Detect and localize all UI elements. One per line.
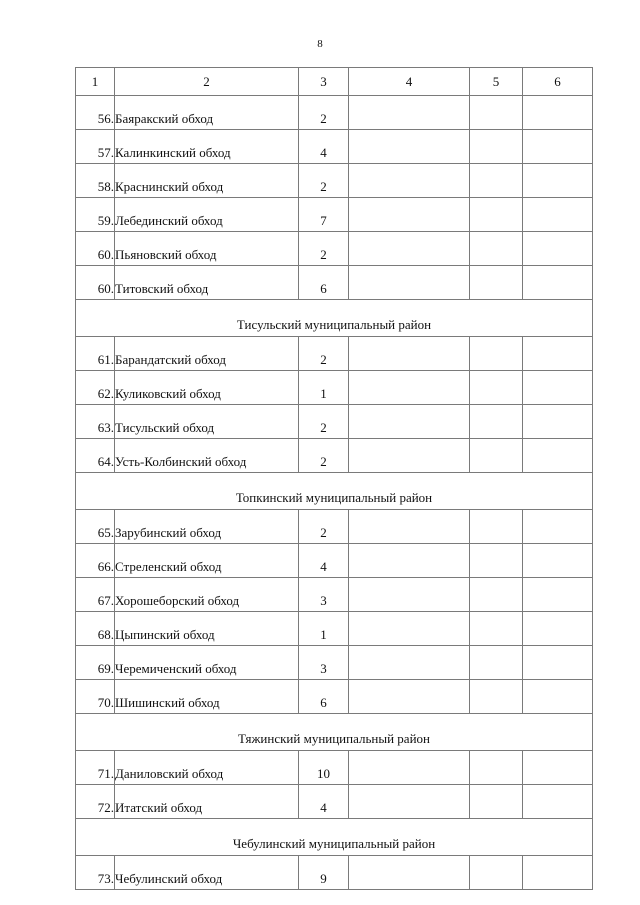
table-row — [76, 785, 593, 819]
section-header-row — [76, 473, 593, 510]
column-header-6: 6 — [523, 68, 593, 96]
empty-cell-6 — [523, 130, 593, 164]
section-header-row — [76, 300, 593, 337]
row-number-cell: 65. — [76, 510, 115, 544]
row-number-cell: 66. — [76, 544, 115, 578]
quantity-cell: 2 — [299, 439, 349, 473]
quantity-cell: 10 — [299, 751, 349, 785]
table-row — [76, 612, 593, 646]
empty-cell-4 — [349, 612, 470, 646]
row-number-cell: 71. — [76, 751, 115, 785]
quantity-cell: 3 — [299, 578, 349, 612]
table-row — [76, 544, 593, 578]
quantity-cell: 2 — [299, 337, 349, 371]
page-number: 8 — [317, 38, 323, 50]
table-row — [76, 751, 593, 785]
district-name-cell: Шишинский обход — [115, 680, 299, 714]
section-title: Тяжинский муниципальный район — [76, 714, 593, 751]
column-header-5: 5 — [470, 68, 523, 96]
district-name-cell: Титовский обход — [115, 266, 299, 300]
empty-cell-5 — [470, 785, 523, 819]
empty-cell-4 — [349, 680, 470, 714]
table-row — [76, 164, 593, 198]
empty-cell-6 — [523, 266, 593, 300]
quantity-cell: 2 — [299, 232, 349, 266]
table-row — [76, 96, 593, 130]
district-name-cell: Калинкинский обход — [115, 130, 299, 164]
empty-cell-5 — [470, 439, 523, 473]
row-number-cell: 62. — [76, 371, 115, 405]
forest-district-table — [75, 67, 593, 890]
empty-cell-5 — [470, 198, 523, 232]
empty-cell-6 — [523, 751, 593, 785]
empty-cell-4 — [349, 578, 470, 612]
empty-cell-6 — [523, 405, 593, 439]
empty-cell-4 — [349, 337, 470, 371]
empty-cell-6 — [523, 578, 593, 612]
district-name-cell: Даниловский обход — [115, 751, 299, 785]
row-number-cell: 70. — [76, 680, 115, 714]
empty-cell-6 — [523, 164, 593, 198]
district-name-cell: Черемиченский обход — [115, 646, 299, 680]
district-name-cell: Куликовский обход — [115, 371, 299, 405]
district-name-cell: Лебединский обход — [115, 198, 299, 232]
empty-cell-4 — [349, 405, 470, 439]
empty-cell-5 — [470, 130, 523, 164]
district-name-cell: Итатский обход — [115, 785, 299, 819]
empty-cell-6 — [523, 510, 593, 544]
empty-cell-4 — [349, 785, 470, 819]
table-row — [76, 337, 593, 371]
table-row — [76, 232, 593, 266]
quantity-cell: 1 — [299, 612, 349, 646]
empty-cell-5 — [470, 337, 523, 371]
district-name-cell: Чебулинский обход — [115, 856, 299, 890]
row-number-cell: 58. — [76, 164, 115, 198]
empty-cell-6 — [523, 198, 593, 232]
empty-cell-5 — [470, 612, 523, 646]
empty-cell-4 — [349, 856, 470, 890]
empty-cell-6 — [523, 612, 593, 646]
empty-cell-6 — [523, 371, 593, 405]
district-name-cell: Стреленский обход — [115, 544, 299, 578]
row-number-cell: 64. — [76, 439, 115, 473]
empty-cell-4 — [349, 164, 470, 198]
section-title: Топкинский муниципальный район — [76, 473, 593, 510]
table-row — [76, 198, 593, 232]
table-row — [76, 856, 593, 890]
row-number-cell: 56. — [76, 96, 115, 130]
empty-cell-4 — [349, 439, 470, 473]
empty-cell-4 — [349, 232, 470, 266]
quantity-cell: 4 — [299, 130, 349, 164]
quantity-cell: 4 — [299, 544, 349, 578]
empty-cell-5 — [470, 680, 523, 714]
column-header-1: 1 — [76, 68, 115, 96]
empty-cell-6 — [523, 646, 593, 680]
quantity-cell: 2 — [299, 96, 349, 130]
empty-cell-6 — [523, 232, 593, 266]
district-name-cell: Пьяновский обход — [115, 232, 299, 266]
empty-cell-6 — [523, 337, 593, 371]
column-header-3: 3 — [299, 68, 349, 96]
table-row — [76, 130, 593, 164]
section-title: Тисульский муниципальный район — [76, 300, 593, 337]
empty-cell-5 — [470, 232, 523, 266]
row-number-cell: 69. — [76, 646, 115, 680]
row-number-cell: 60. — [76, 266, 115, 300]
table-row — [76, 439, 593, 473]
table-row — [76, 266, 593, 300]
empty-cell-5 — [470, 405, 523, 439]
table-row — [76, 510, 593, 544]
empty-cell-5 — [470, 510, 523, 544]
table-body — [76, 96, 593, 890]
district-name-cell: Тисульский обход — [115, 405, 299, 439]
table-row — [76, 405, 593, 439]
row-number-cell: 63. — [76, 405, 115, 439]
row-number-cell: 60. — [76, 232, 115, 266]
empty-cell-6 — [523, 96, 593, 130]
quantity-cell: 1 — [299, 371, 349, 405]
empty-cell-5 — [470, 578, 523, 612]
empty-cell-5 — [470, 856, 523, 890]
empty-cell-5 — [470, 371, 523, 405]
district-name-cell: Баяракский обход — [115, 96, 299, 130]
quantity-cell: 2 — [299, 510, 349, 544]
quantity-cell: 2 — [299, 164, 349, 198]
empty-cell-4 — [349, 646, 470, 680]
empty-cell-4 — [349, 130, 470, 164]
column-header-2: 2 — [115, 68, 299, 96]
row-number-cell: 61. — [76, 337, 115, 371]
quantity-cell: 6 — [299, 680, 349, 714]
district-name-cell: Барандатский обход — [115, 337, 299, 371]
row-number-cell: 67. — [76, 578, 115, 612]
quantity-cell: 7 — [299, 198, 349, 232]
section-title: Чебулинский муниципальный район — [76, 819, 593, 856]
empty-cell-4 — [349, 371, 470, 405]
empty-cell-4 — [349, 266, 470, 300]
row-number-cell: 57. — [76, 130, 115, 164]
table-row — [76, 680, 593, 714]
empty-cell-6 — [523, 439, 593, 473]
table-row — [76, 578, 593, 612]
empty-cell-4 — [349, 510, 470, 544]
district-name-cell: Усть-Колбинский обход — [115, 439, 299, 473]
quantity-cell: 9 — [299, 856, 349, 890]
table-row — [76, 646, 593, 680]
row-number-cell: 59. — [76, 198, 115, 232]
empty-cell-4 — [349, 96, 470, 130]
empty-cell-4 — [349, 751, 470, 785]
district-name-cell: Зарубинский обход — [115, 510, 299, 544]
empty-cell-5 — [470, 751, 523, 785]
quantity-cell: 3 — [299, 646, 349, 680]
empty-cell-5 — [470, 266, 523, 300]
section-header-row — [76, 714, 593, 751]
empty-cell-5 — [470, 646, 523, 680]
quantity-cell: 6 — [299, 266, 349, 300]
section-header-row — [76, 819, 593, 856]
empty-cell-5 — [470, 164, 523, 198]
district-name-cell: Хорошеборский обход — [115, 578, 299, 612]
quantity-cell: 2 — [299, 405, 349, 439]
column-header-4: 4 — [349, 68, 470, 96]
empty-cell-6 — [523, 544, 593, 578]
district-name-cell: Краснинский обход — [115, 164, 299, 198]
empty-cell-4 — [349, 198, 470, 232]
quantity-cell: 4 — [299, 785, 349, 819]
row-number-cell: 73. — [76, 856, 115, 890]
empty-cell-6 — [523, 680, 593, 714]
table-header-row — [76, 68, 593, 96]
district-name-cell: Цыпинский обход — [115, 612, 299, 646]
empty-cell-5 — [470, 544, 523, 578]
table-row — [76, 371, 593, 405]
row-number-cell: 68. — [76, 612, 115, 646]
row-number-cell: 72. — [76, 785, 115, 819]
empty-cell-5 — [470, 96, 523, 130]
empty-cell-6 — [523, 785, 593, 819]
empty-cell-6 — [523, 856, 593, 890]
empty-cell-4 — [349, 544, 470, 578]
